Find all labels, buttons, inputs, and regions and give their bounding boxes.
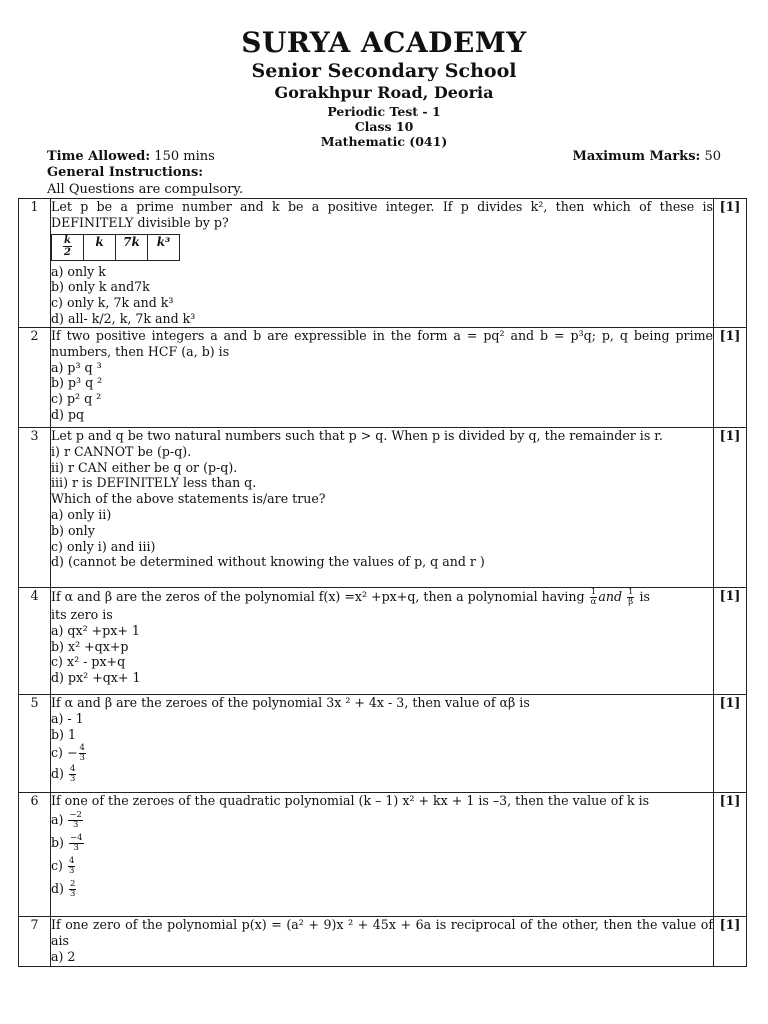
marks-label: Maximum Marks: [572, 149, 701, 164]
divisibility-table [51, 234, 180, 261]
table-cell: k³ [148, 234, 180, 260]
option: b) only k and7k [51, 279, 150, 295]
question-stem: Let p be a prime number and k be a positive integer. If p divides k², then which of these is DEFINITELY divisible by p? [51, 199, 713, 230]
option: c) only k, 7k and k³ [51, 295, 174, 311]
option: a) p³ q ³ [51, 359, 102, 375]
school-type: Senior Secondary School [251, 60, 517, 82]
fraction: $\frac{1}{\beta}$ [628, 587, 634, 607]
question-stem: Let p and q be two natural numbers such that p > q. When p is divided by q, the remainder is r. [51, 428, 663, 443]
option: d) $\frac{2}{3}$ [51, 878, 76, 899]
option: a) $\frac{-2}{3}$ [51, 809, 82, 830]
option: a) qx² +px+ 1 [51, 622, 140, 638]
question-stem: If one of the zeroes of the quadratic polynomial (k – 1) x² + kx + 1 is –3, then the value of k is [51, 793, 650, 808]
school-address: Gorakhpur Road, Deoria [274, 83, 494, 102]
question-number: 5 [19, 695, 51, 793]
option: d) pq [51, 406, 85, 422]
question-stem: If α and β are the zeros of the polynomial f(x) =x² +px+q, then a polynomial having $\frac{1}{\alpha}$ and $\frac{1}{\beta}$ is its zero is [51, 587, 650, 622]
question-row [19, 199, 747, 328]
question-body [51, 695, 714, 793]
statement: ii) r CAN either be q or (p-q). [51, 459, 238, 475]
option: b) $\frac{-4}{3}$ [51, 832, 83, 853]
question-number: 6 [19, 793, 51, 917]
option: b) x² +qx+p [51, 638, 129, 654]
question-marks: [1] [714, 588, 747, 695]
question-marks: [1] [714, 695, 747, 793]
maximum-marks [573, 149, 721, 164]
question-row [19, 588, 747, 695]
question-body [51, 328, 714, 428]
option: c) $\frac{4}{3}$ [51, 855, 75, 876]
option: b) only [51, 522, 95, 538]
option: c) x² - px+q [51, 654, 126, 670]
table-cell: $\frac{k}{2}$ [52, 234, 84, 260]
question-stem: If two positive integers a and b are expressible in the form a = pq² and b = p³q; p, q being prime numbers, then HCF (a, b) is [51, 328, 713, 359]
question-body [51, 428, 714, 588]
option: a) 2 [51, 948, 76, 964]
question-number: 3 [19, 428, 51, 588]
question-number: 1 [19, 199, 51, 328]
option: d) all- k/2, k, 7k and k³ [51, 310, 196, 326]
table-cell: 7k [116, 234, 148, 260]
question-body [51, 917, 714, 967]
question-row [19, 793, 747, 917]
option: c) − $\frac{4}{3}$ [51, 743, 85, 764]
question-stem: If α and β are the zeroes of the polynomial 3x ² + 4x - 3, then value of αβ is [51, 695, 530, 710]
question-number: 4 [19, 588, 51, 695]
time-value: 150 mins [154, 149, 215, 164]
school-name: SURYA ACADEMY [241, 26, 527, 59]
question-row [19, 328, 747, 428]
option: a) - 1 [51, 710, 84, 726]
subject-name: Mathematic (041) [320, 134, 448, 149]
statement: i) r CANNOT be (p-q). [51, 443, 192, 459]
question-body [51, 199, 714, 328]
option: c) only i) and iii) [51, 538, 156, 554]
option: a) only k [51, 263, 106, 279]
marks-value: 50 [704, 149, 721, 164]
class-name: Class 10 [354, 119, 414, 134]
option: b) p³ q ² [51, 375, 103, 391]
question-row [19, 428, 747, 588]
instructions-text: All Questions are compulsory. [47, 182, 244, 197]
question-number: 7 [19, 917, 51, 967]
question-number: 2 [19, 328, 51, 428]
time-label: Time Allowed: [47, 149, 151, 164]
question-marks: [1] [714, 199, 747, 328]
table-cell: k [84, 234, 116, 260]
option: a) only ii) [51, 506, 112, 522]
option: d) px² +qx+ 1 [51, 670, 141, 686]
option: d) (cannot be determined without knowing the values of p, q and r ) [51, 554, 485, 570]
question-marks: [1] [714, 793, 747, 917]
option: c) p² q ² [51, 391, 102, 407]
question-marks: [1] [714, 328, 747, 428]
question-body [51, 793, 714, 917]
question-row [19, 917, 747, 967]
question-stem: If one zero of the polynomial p(x) = (a² + 9)x ² + 45x + 6a is reciprocal of the other, then the value of ais [51, 917, 713, 948]
question-body [51, 588, 714, 695]
time-allowed [47, 149, 215, 164]
test-name: Periodic Test - 1 [327, 104, 441, 119]
option: d) $\frac{4}{3}$ [51, 764, 76, 785]
question-table [18, 198, 747, 967]
statement: iii) r is DEFINITELY less than q. [51, 475, 257, 491]
fraction: $\frac{1}{\alpha}$ [590, 587, 597, 607]
question-marks: [1] [714, 428, 747, 588]
statement: Which of the above statements is/are true? [51, 491, 326, 507]
option: b) 1 [51, 726, 76, 742]
instructions-heading: General Instructions: [47, 165, 204, 180]
question-row [19, 695, 747, 793]
question-marks: [1] [714, 917, 747, 967]
